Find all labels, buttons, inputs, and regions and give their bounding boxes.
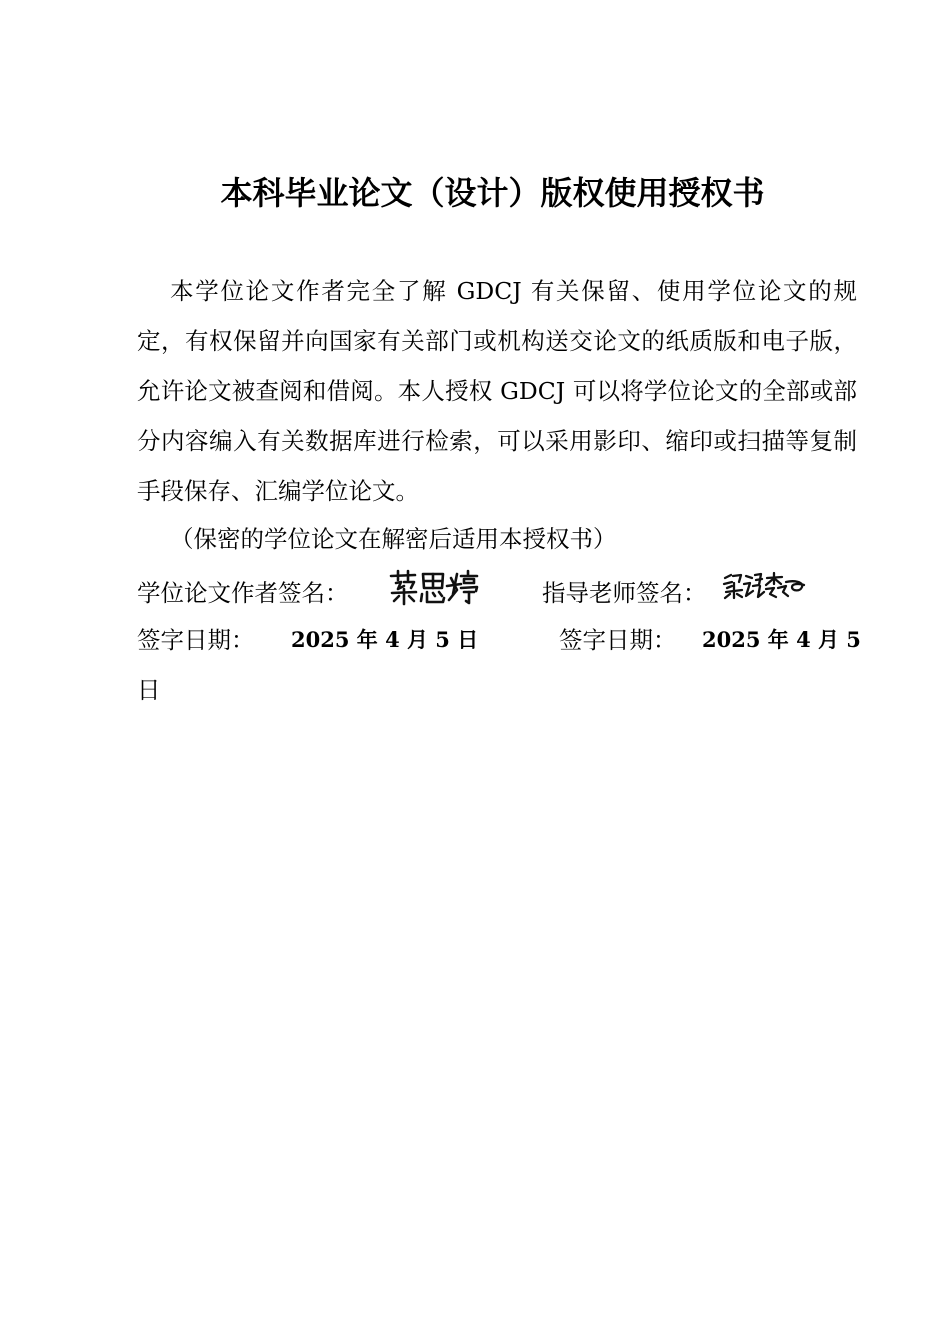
author-handwritten-signature xyxy=(387,568,479,608)
document-title: 本科毕业论文（设计）版权使用授权书 xyxy=(220,174,765,212)
advisor-sign-date: 2025 年 4 月 5 xyxy=(702,627,861,652)
advisor-date-label: 签字日期： xyxy=(559,626,677,654)
advisor-sign-date-day-char: 日 xyxy=(137,676,161,704)
signature-row xyxy=(137,568,857,618)
confidentiality-note: （保密的学位论文在解密后适用本授权书） xyxy=(170,525,617,553)
author-signature-label: 学位论文作者签名： xyxy=(137,579,349,607)
author-date-label: 签字日期： xyxy=(137,626,255,654)
advisor-signature-label: 指导老师签名： xyxy=(542,579,707,607)
date-row xyxy=(137,615,862,715)
advisor-handwritten-signature xyxy=(722,570,806,602)
authorization-statement: 本学位论文作者完全了解 GDCJ 有关保留、使用学位论文的规定，有权保留并向国家有关部门或机构送交论文的纸质版和电子版，允许论文被查阅和借阅。本人授权 GDCJ 可以将学位论文的全部或部分内容编入有关数据库进行检索，可以采用影印、缩印或扫描等复制手段保存、汇编学位论文。 xyxy=(137,277,857,505)
author-sign-date: 2025 年 4 月 5 日 xyxy=(291,627,479,652)
